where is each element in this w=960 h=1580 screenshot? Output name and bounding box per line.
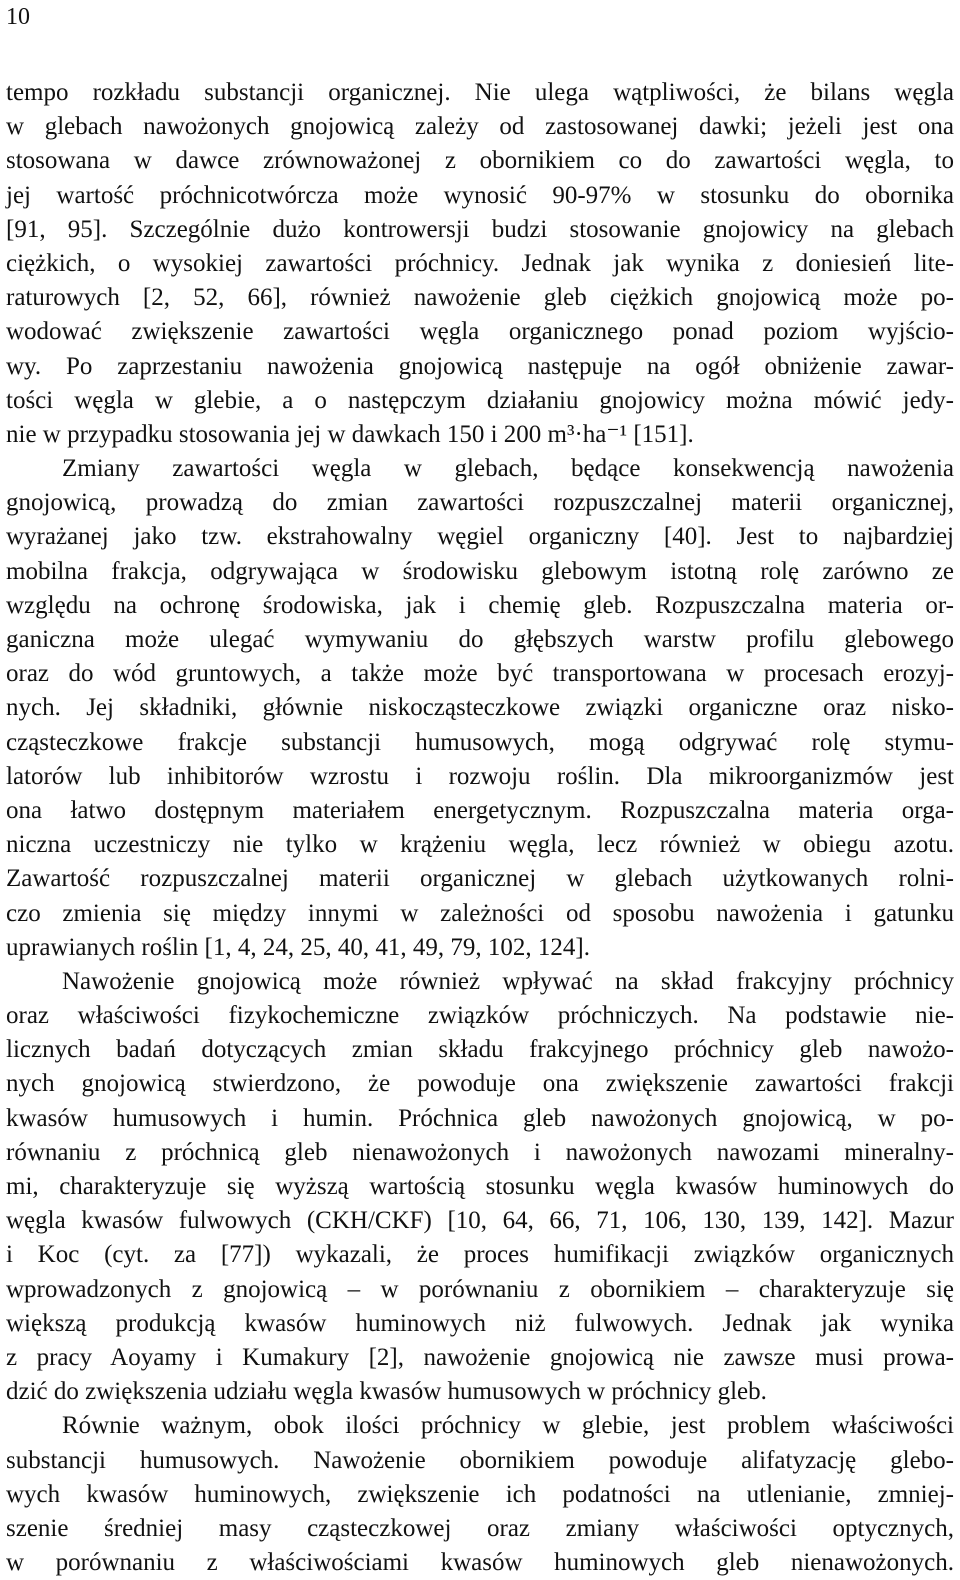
text-line: ona łatwo dostępnym materiałem energetycznym. Rozpuszczalna materia orga- (6, 796, 954, 824)
text-line: gnojowicą, prowadzą do zmian zawartości rozpuszczalnej materii organicznej, (6, 489, 954, 517)
text-line: nych gnojowicą stwierdzono, że powoduje ona zwiększenie zawartości frakcji (6, 1070, 954, 1098)
page-number: 10 (6, 4, 30, 30)
text-line: Nawożenie gnojowicą może również wpływać na skład frakcyjny próchnicy (62, 967, 954, 995)
text-line: nych. Jej składniki, głównie niskocząsteczkowe związki organiczne oraz nisko- (6, 694, 954, 722)
text-line: substancji humusowych. Nawożenie obornikiem powoduje alifatyzację glebo- (6, 1446, 954, 1474)
text-line: Równie ważnym, obok ilości próchnicy w glebie, jest problem właściwości (62, 1412, 954, 1440)
document-body (6, 76, 954, 1580)
text-line: dzić do zwiększenia udziału węgla kwasów humusowych w próchnicy gleb. (6, 1378, 767, 1406)
text-line: wprowadzonych z gnojowicą – w porównaniu z obornikiem – charakteryzuje się (6, 1275, 954, 1303)
text-line: czo zmienia się między innymi w zależności od sposobu nawożenia i gatunku (6, 899, 954, 927)
text-line: [91, 95]. Szczególnie dużo kontrowersji budzi stosowanie gnojowicy na glebach (6, 215, 954, 243)
text-line: tempo rozkładu substancji organicznej. Nie ulega wątpliwości, że bilans węgla (6, 79, 954, 106)
text-line: tości węgla w glebie, a o następczym działaniu gnojowicy można mówić jedy- (6, 386, 954, 414)
text-line: wodować zwiększenie zawartości węgla organicznego ponad poziom wyjścio- (6, 318, 954, 346)
text-line: szenie średniej masy cząsteczkowej oraz zmiany właściwości optycznych, (6, 1514, 954, 1542)
text-line: latorów lub inhibitorów wzrostu i rozwoju roślin. Dla mikroorganizmów jest (6, 762, 954, 790)
text-line: wych kwasów huminowych, zwiększenie ich podatności na utlenianie, zmniej- (6, 1480, 954, 1508)
text-line: równaniu z próchnicą gleb nienawożonych i nawożonych nawozami mineralny- (6, 1138, 954, 1166)
text-line: jej wartość próchnicotwórcza może wynosić 90-97% w stosunku do obornika (6, 181, 954, 209)
text-line: stosowana w dawce zrównoważonej z obornikiem co do zawartości węgla, to (6, 147, 954, 175)
text-line: w glebach nawożonych gnojowicą zależy od zastosowanej dawki; jeżeli jest ona (6, 113, 954, 141)
text-line: licznych badań dotyczących zmian składu frakcyjnego próchnicy gleb nawożo- (6, 1036, 954, 1064)
text-line: uprawianych roślin [1, 4, 24, 25, 40, 41, 49, 79, 102, 124]. (6, 933, 590, 961)
text-line: nie w przypadku stosowania jej w dawkach 150 i 200 m³·ha⁻¹ [151]. (6, 420, 694, 448)
text-line: mi, charakteryzuje się wyższą wartością stosunku węgla kwasów huminowych do (6, 1173, 954, 1200)
text-line: Zmiany zawartości węgla w glebach, będące konsekwencją nawożenia (62, 455, 954, 483)
text-line: większą produkcją kwasów huminowych niż fulwowych. Jednak jak wynika (6, 1309, 954, 1337)
text-line: cząsteczkowe frakcje substancji humusowych, mogą odgrywać rolę stymu- (6, 728, 954, 756)
text-line: w porównaniu z właściwościami kwasów huminowych gleb nienawożonych. (6, 1549, 954, 1577)
text-line: i Koc (cyt. za [77]) wykazali, że proces humifikacji związków organicznych (6, 1241, 954, 1269)
text-line: wy. Po zaprzestaniu nawożenia gnojowicą następuje na ogół obniżenie zawar- (6, 352, 954, 380)
text-line: niczna uczestniczy nie tylko w krążeniu węgla, lecz również w obiegu azotu. (6, 831, 954, 859)
text-line: raturowych [2, 52, 66], również nawożenie gleb ciężkich gnojowicą może po- (6, 284, 954, 312)
text-line: kwasów humusowych i humin. Próchnica gleb nawożonych gnojowicą, w po- (6, 1104, 954, 1132)
text-line: ganiczna może ulegać wymywaniu do głębszych warstw profilu glebowego (6, 626, 954, 653)
text-line: Zawartość rozpuszczalnej materii organicznej w glebach użytkowanych rolni- (6, 865, 954, 893)
text-line: oraz do wód gruntowych, a także może być transportowana w procesach erozyj- (6, 660, 954, 688)
text-line: wyrażanej jako tzw. ekstrahowalny węgiel organiczny [40]. Jest to najbardziej (6, 523, 954, 551)
text-line: oraz właściwości fizykochemiczne związków próchniczych. Na podstawie nie- (6, 1002, 954, 1030)
text-line: mobilna frakcja, odgrywająca w środowisku glebowym istotną rolę zarówno ze (6, 557, 954, 585)
text-line: ciężkich, o wysokiej zawartości próchnicy. Jednak jak wynika z doniesień lite- (6, 249, 954, 277)
text-line: węgla kwasów fulwowych (CKH/CKF) [10, 64, 66, 71, 106, 130, 139, 142]. Mazur (6, 1207, 954, 1235)
text-line: względu na ochronę środowiska, jak i chemię gleb. Rozpuszczalna materia or- (6, 591, 954, 619)
text-line: z pracy Aoyamy i Kumakury [2], nawożenie gnojowicą nie zawsze musi prowa- (6, 1343, 954, 1371)
